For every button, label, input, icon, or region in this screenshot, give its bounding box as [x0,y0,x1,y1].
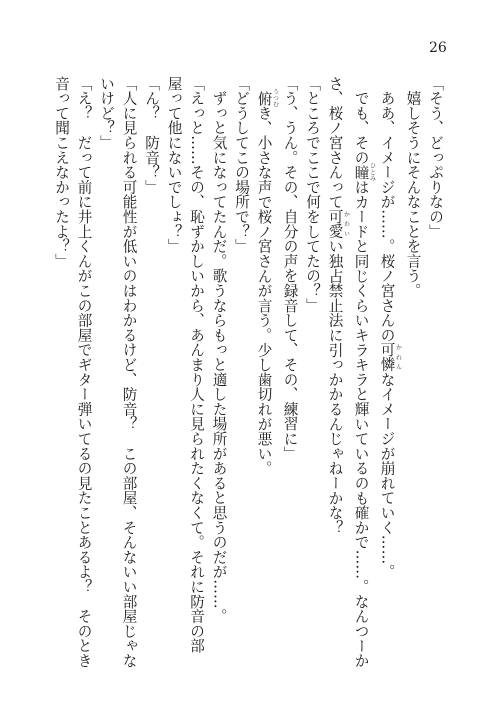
text-line [162,76,185,680]
text-segment: 「う、うん。その、自分の声を録音して、その、練習に」 [281,76,299,461]
text-segment: 「どうしてこの場所で？」 [233,76,250,254]
text-segment: さ、桜ノ宮さんって [326,76,344,210]
ruby-annotated-word: 可憐 かれん [378,342,402,372]
text-segment: はカードと同じくらいキラキラと輝いているのも確かで……。なんつーか [352,179,370,669]
text-line [375,76,401,680]
text-line [50,76,73,680]
text-line [72,76,95,680]
text-line [207,76,230,680]
text-segment: 「そう、どっぷりなの」 [427,76,444,239]
text-segment: でも、その [352,76,370,165]
text-segment: き、小さな声で桜ノ宮さんが言う。少し歯切れが悪い。 [255,105,273,476]
text-segment: 屋って他にないでしょ？」 [165,76,183,254]
text-segment: 「え？ だって前に井上くんがこの部屋でギター弾いてるの見たことあるよ？ そのとき [75,76,93,668]
ruby-annotated-word: 可愛 かわい [326,209,350,239]
text-line [117,76,140,680]
text-line [185,76,208,680]
text-segment: いけど？」 [98,76,115,150]
text-segment: い独占禁止法に引っかかるんじゃねーかな？ [326,238,344,535]
ruby-annotated-word: 瞳 ひとみ [352,162,376,182]
text-segment: ああ、イメージが……。桜ノ宮さんの [378,76,396,343]
ruby-annotated-word: 俯 うつむ [255,88,279,108]
text-line [252,76,278,680]
text-segment: なイメージが崩れていく……。 [378,372,396,580]
text-line [230,76,253,680]
text-segment: 「人に見られる可能性が低いのはわかるけど、防音？ この部屋、そんないい部屋じゃな [120,76,138,668]
text-line [323,76,349,680]
page-number: 26 [429,40,447,56]
text-segment: 「ん？ 防音？」 [143,76,160,195]
text-segment: 音って聞こえなかったよ？」 [53,76,70,269]
text-line [349,76,375,680]
text-line [301,76,324,680]
novel-text-body [46,76,446,680]
text-line [424,76,447,680]
text-segment: ずっと気になってたんだ。歌うならもっと適した場所があると思うのだが……。 [210,76,228,624]
text-segment: 「えっと……その、恥ずかしいから、あんまり人に見られたくなくて。それに防音の部 [188,76,205,654]
text-line [140,76,163,680]
text-line [278,76,301,680]
text-line [401,76,424,680]
text-segment: 「ところでここで何をしてたの？」 [304,76,321,313]
text-line [95,76,118,680]
text-segment: 嬉しそうにそんなことを言う。 [404,76,422,298]
